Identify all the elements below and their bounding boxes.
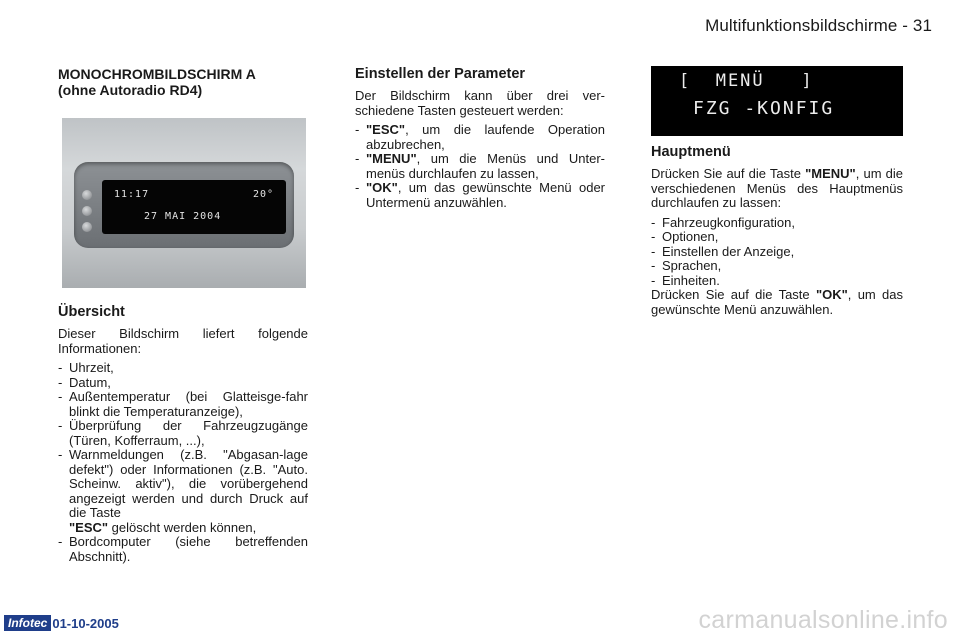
main-menu-outro [651,288,903,317]
display-time: 11:17 [114,189,150,200]
parameters-intro: Der Bildschirm kann über drei ver-schiedene Tasten gesteuert werden: [355,88,605,118]
display-temperature: 20° [252,189,274,200]
page-title: Multifunktionsbildschirme [705,16,898,35]
ok-key-label: "OK" [815,287,848,302]
watermark: carmanualsonline.info [698,606,948,634]
menu-display-line-2: FZG -KONFIG [693,98,835,119]
list-item: - Datum, [58,376,308,391]
menu-key-label: "MENU" [805,166,856,181]
outro-prefix: Drücken Sie auf die Taste [651,287,816,302]
display-button-icon [82,222,92,232]
ok-key-label: "OK" [366,180,398,195]
menu-display-line-1: [ MENÜ ] [679,71,814,91]
outro-suffix: , um das gewünschte Menü anzuwählen. [651,287,904,317]
esc-key-text: , um die laufende Operation abzubrechen, [366,122,605,152]
warning-text: Warnmeldungen (z.B. "Abgasan-lage defekt") oder Informationen (z.B. "Auto. Scheinw. aktiv"), die vorübergehend angezeigt werden und durch Druck auf die Taste [69,447,308,520]
list-item [355,123,605,152]
list-item: - Einheiten. [651,274,903,289]
main-menu-heading: Hauptmenü [651,144,731,160]
main-menu-intro [651,167,903,211]
page-header [705,16,932,36]
list-item: - Außentemperatur (bei Glatteisge-fahr blinkt die Temperaturanzeige), [58,390,308,419]
intro-prefix: Drücken Sie auf die Taste [651,166,806,181]
list-item: - Sprachen, [651,259,903,274]
overview-list [58,361,308,564]
esc-key-label: "ESC" [366,122,406,137]
list-item [355,181,605,210]
list-item: - Optionen, [651,230,903,245]
heading-line-1: MONOCHROMBILDSCHIRM A [58,66,256,82]
main-menu-list [651,216,903,289]
menu-key-label: "MENU" [366,151,417,166]
display-button-icon [82,190,92,200]
heading-line-2: (ohne Autoradio RD4) [58,82,203,98]
list-item: - Bordcomputer (siehe betreffenden Abschnitt). [58,535,308,564]
list-item: - Überprüfung der Fahrzeugzugänge (Türen, Kofferraum, ...), [58,419,308,448]
middle-column [355,66,605,210]
ok-key-text: , um das gewünschte Menü oder Untermenü anzuwählen. [366,180,605,210]
esc-suffix: gelöscht werden können, [108,519,257,535]
display-button-icon [82,206,92,216]
menu-display-image [651,66,903,136]
left-column [58,66,308,564]
right-column [651,66,903,322]
infotec-logo: Infotec [4,615,51,631]
overview-heading: Übersicht [58,304,125,320]
display-a-heading [58,66,308,98]
overview-intro: Dieser Bildschirm liefert folgende Informationen: [58,326,308,356]
footer [4,615,119,631]
list-item: - Fahrzeugkonfiguration, [651,216,903,231]
list-item: - Uhrzeit, [58,361,308,376]
list-item: - Einstellen der Anzeige, [651,245,903,260]
display-screen [102,180,286,234]
page-number: 31 [912,16,932,35]
list-item [58,448,308,535]
footer-date: 01-10-2005 [52,615,119,631]
page-separator: - [902,16,909,35]
intro-suffix: , um die verschiedenen Menüs des Hauptmenüs durchlaufen zu lassen: [651,166,903,210]
esc-key-label: "ESC" [69,519,109,535]
display-photo [62,118,306,288]
parameters-heading: Einstellen der Parameter [355,66,526,82]
keys-list [355,123,605,210]
display-date: 27 MAI 2004 [144,211,222,222]
list-item [355,152,605,181]
menu-key-text: , um die Menüs und Unter-menüs durchlaufen zu lassen, [366,151,605,181]
